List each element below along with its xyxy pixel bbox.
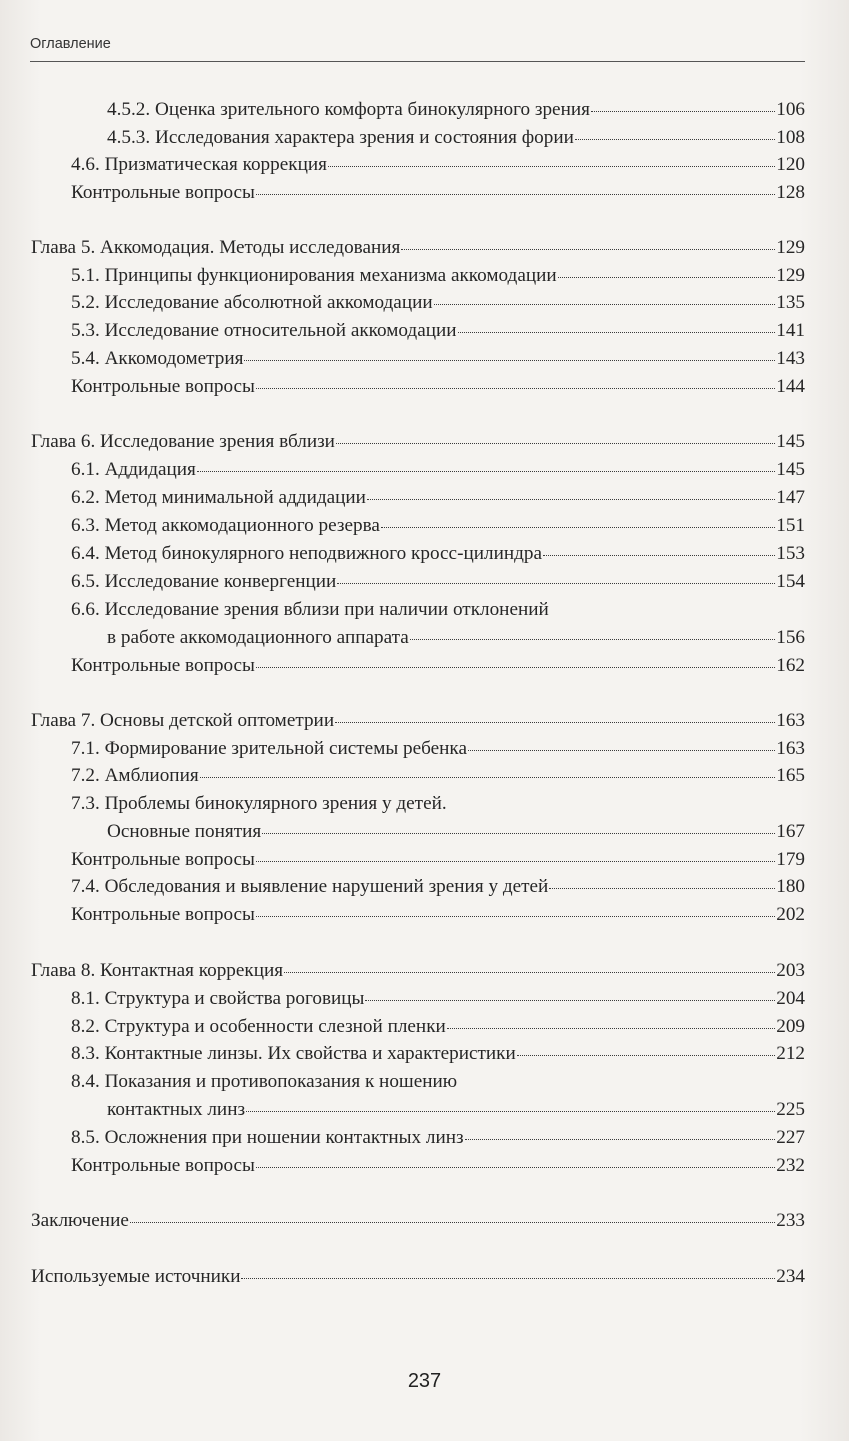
toc-entry-title: 5.4. Аккомодометрия bbox=[71, 348, 244, 369]
toc-entry bbox=[71, 987, 805, 1011]
toc-entry bbox=[71, 514, 805, 538]
toc-entry-line bbox=[71, 1070, 457, 1094]
toc-entry bbox=[71, 181, 805, 205]
toc-entry-page: 153 bbox=[776, 543, 805, 564]
dot-leader bbox=[256, 387, 775, 389]
dot-leader bbox=[447, 1027, 775, 1029]
dot-leader bbox=[200, 776, 776, 778]
toc-entry-page: 163 bbox=[776, 738, 805, 759]
dot-leader bbox=[365, 999, 775, 1001]
toc-entry bbox=[71, 264, 805, 288]
toc-entry-title: Основные понятия bbox=[107, 821, 262, 842]
dot-leader bbox=[244, 359, 775, 361]
toc-entry-title: 8.2. Структура и особенности слезной пленки bbox=[71, 1016, 446, 1037]
toc-entry-title: 5.1. Принципы функционирования механизма аккомодации bbox=[71, 265, 557, 286]
toc-entry-page: 108 bbox=[776, 127, 805, 148]
toc-entry bbox=[31, 1209, 805, 1233]
dot-leader bbox=[197, 470, 775, 472]
toc-entry-title: 6.1. Аддидация bbox=[71, 459, 196, 480]
toc-entry-page: 145 bbox=[776, 459, 805, 480]
dot-leader bbox=[335, 721, 775, 723]
toc-entry-title: 4.5.3. Исследования характера зрения и состояния фории bbox=[107, 127, 574, 148]
toc-entry-page: 128 bbox=[776, 182, 805, 203]
toc-entry-page: 165 bbox=[776, 765, 805, 786]
dot-leader bbox=[256, 860, 775, 862]
toc-entry bbox=[107, 98, 805, 122]
toc-entry bbox=[71, 486, 805, 510]
toc-entry-title: Контрольные вопросы bbox=[71, 655, 255, 676]
toc-entry-page: 162 bbox=[776, 655, 805, 676]
toc-entry-title: Глава 7. Основы детской оптометрии bbox=[31, 710, 335, 731]
toc-entry-page: 202 bbox=[776, 904, 805, 925]
toc-entry-page: 232 bbox=[776, 1155, 805, 1176]
toc-entry-title: 7.1. Формирование зрительной системы ребенка bbox=[71, 738, 467, 759]
toc-entry-page: 227 bbox=[776, 1127, 805, 1148]
dot-leader bbox=[328, 165, 775, 167]
toc-entry bbox=[71, 875, 805, 899]
dot-leader bbox=[336, 442, 775, 444]
toc-entry-title: 7.2. Амблиопия bbox=[71, 765, 199, 786]
toc-entry-page: 179 bbox=[776, 849, 805, 870]
dot-leader bbox=[591, 110, 775, 112]
toc-entry bbox=[71, 737, 805, 761]
toc-entry-title: Контрольные вопросы bbox=[71, 376, 255, 397]
toc-entry bbox=[71, 764, 805, 788]
dot-leader bbox=[241, 1277, 775, 1279]
dot-leader bbox=[468, 749, 775, 751]
toc-entry-page: 234 bbox=[776, 1266, 805, 1287]
toc-entry-title: 6.5. Исследование конвергенции bbox=[71, 571, 337, 592]
toc-entry bbox=[107, 1098, 805, 1122]
dot-leader bbox=[256, 915, 775, 917]
toc-entry-page: 143 bbox=[776, 348, 805, 369]
toc-entry-page: 225 bbox=[776, 1099, 805, 1120]
toc-entry-page: 163 bbox=[776, 710, 805, 731]
dot-leader bbox=[543, 554, 775, 556]
dot-leader bbox=[284, 971, 775, 973]
toc-entry-title: Заключение bbox=[31, 1210, 129, 1231]
toc-entry-page: 141 bbox=[776, 320, 805, 341]
toc-entry bbox=[107, 126, 805, 150]
toc-entry-page: 209 bbox=[776, 1016, 805, 1037]
toc-entry-line bbox=[71, 598, 549, 622]
toc-entry-title: 5.2. Исследование абсолютной аккомодации bbox=[71, 292, 433, 313]
toc-entry-page: 135 bbox=[776, 292, 805, 313]
toc-entry bbox=[71, 654, 805, 678]
dot-leader bbox=[130, 1221, 775, 1223]
dot-leader bbox=[262, 832, 775, 834]
dot-leader bbox=[256, 666, 775, 668]
toc-entry-page: 151 bbox=[776, 515, 805, 536]
toc-entry-title: Используемые источники bbox=[31, 1266, 241, 1287]
toc-entry bbox=[31, 1265, 805, 1289]
toc-entry-page: 145 bbox=[776, 431, 805, 452]
toc-entry-title: в работе аккомодационного аппарата bbox=[107, 627, 409, 648]
page-number: 237 bbox=[407, 1370, 442, 1392]
toc-entry-title: 8.3. Контактные линзы. Их свойства и характеристики bbox=[71, 1043, 516, 1064]
toc-entry-page: 204 bbox=[776, 988, 805, 1009]
toc-entry-title: Контрольные вопросы bbox=[71, 849, 255, 870]
dot-leader bbox=[337, 582, 775, 584]
toc-entry-title: Глава 6. Исследование зрения вблизи bbox=[31, 431, 335, 452]
toc-entry-title: 6.3. Метод аккомодационного резерва bbox=[71, 515, 380, 536]
dot-leader bbox=[246, 1110, 775, 1112]
toc-entry-title: 6.2. Метод минимальной аддидации bbox=[71, 487, 366, 508]
dot-leader bbox=[465, 1138, 776, 1140]
dot-leader bbox=[575, 138, 775, 140]
toc-entry-title: 4.6. Призматическая коррекция bbox=[71, 154, 327, 175]
dot-leader bbox=[381, 526, 775, 528]
toc-entry-page: 180 bbox=[776, 876, 805, 897]
toc-entry bbox=[71, 347, 805, 371]
toc-entry bbox=[31, 236, 805, 260]
toc-entry-page: 167 bbox=[776, 821, 805, 842]
dot-leader bbox=[434, 303, 776, 305]
toc-entry-page: 203 bbox=[776, 960, 805, 981]
dot-leader bbox=[410, 638, 775, 640]
toc-entry bbox=[71, 1154, 805, 1178]
toc-entry-title: 5.3. Исследование относительной аккомодации bbox=[71, 320, 457, 341]
toc-entry-title: Глава 5. Аккомодация. Методы исследования bbox=[31, 237, 401, 258]
toc-entry-page: 129 bbox=[776, 265, 805, 286]
toc-entry bbox=[71, 570, 805, 594]
toc-entry-title: 7.4. Обследования и выявление нарушений зрения у детей bbox=[71, 876, 549, 897]
dot-leader bbox=[517, 1054, 775, 1056]
toc-entry bbox=[71, 1015, 805, 1039]
dot-leader bbox=[256, 193, 775, 195]
toc-entry bbox=[71, 1042, 805, 1066]
toc-entry bbox=[71, 375, 805, 399]
toc-entry-title: 4.5.2. Оценка зрительного комфорта бинокулярного зрения bbox=[107, 99, 590, 120]
toc-entry bbox=[71, 319, 805, 343]
toc-entry bbox=[71, 542, 805, 566]
toc-entry-page: 156 bbox=[776, 627, 805, 648]
toc-entry-title: Контрольные вопросы bbox=[71, 1155, 255, 1176]
toc-entry-line bbox=[71, 792, 447, 816]
dot-leader bbox=[401, 248, 775, 250]
toc-entry-title: Контрольные вопросы bbox=[71, 904, 255, 925]
toc-entry-page: 120 bbox=[776, 154, 805, 175]
toc-entry bbox=[107, 626, 805, 650]
dot-leader bbox=[367, 498, 775, 500]
toc-entry bbox=[71, 848, 805, 872]
toc-entry bbox=[71, 458, 805, 482]
toc-entry-page: 233 bbox=[776, 1210, 805, 1231]
toc-entry bbox=[71, 1126, 805, 1150]
toc-entry bbox=[31, 430, 805, 454]
toc-entry bbox=[107, 820, 805, 844]
toc-entry-page: 129 bbox=[776, 237, 805, 258]
toc-entry-page: 154 bbox=[776, 571, 805, 592]
toc-entry-page: 212 bbox=[776, 1043, 805, 1064]
toc-entry bbox=[71, 291, 805, 315]
toc-entry-title: 8.5. Осложнения при ношении контактных линз bbox=[71, 1127, 464, 1148]
dot-leader bbox=[256, 1166, 775, 1168]
toc-entry-title: 6.6. Исследование зрения вблизи при наличии отклонений bbox=[71, 599, 549, 620]
dot-leader bbox=[549, 887, 775, 889]
toc-entry-title: 8.1. Структура и свойства роговицы bbox=[71, 988, 365, 1009]
toc-entry-title: Контрольные вопросы bbox=[71, 182, 255, 203]
toc-entry-title: 6.4. Метод бинокулярного неподвижного кросс-цилиндра bbox=[71, 543, 542, 564]
toc-entry bbox=[31, 709, 805, 733]
toc-entry-title: 8.4. Показания и противопоказания к ношению bbox=[71, 1071, 458, 1092]
dot-leader bbox=[458, 331, 776, 333]
toc-entry bbox=[71, 903, 805, 927]
toc-entry-title: 7.3. Проблемы бинокулярного зрения у детей. bbox=[71, 793, 447, 814]
toc-entry-title: контактных линз bbox=[107, 1099, 246, 1120]
running-head: Оглавление bbox=[30, 36, 111, 52]
toc-entry-page: 147 bbox=[776, 487, 805, 508]
toc-entry-page: 144 bbox=[776, 376, 805, 397]
toc-entry bbox=[31, 959, 805, 983]
toc-entry bbox=[71, 153, 805, 177]
dot-leader bbox=[558, 276, 776, 278]
toc-entry-title: Глава 8. Контактная коррекция bbox=[31, 960, 284, 981]
toc-entry-page: 106 bbox=[776, 99, 805, 120]
